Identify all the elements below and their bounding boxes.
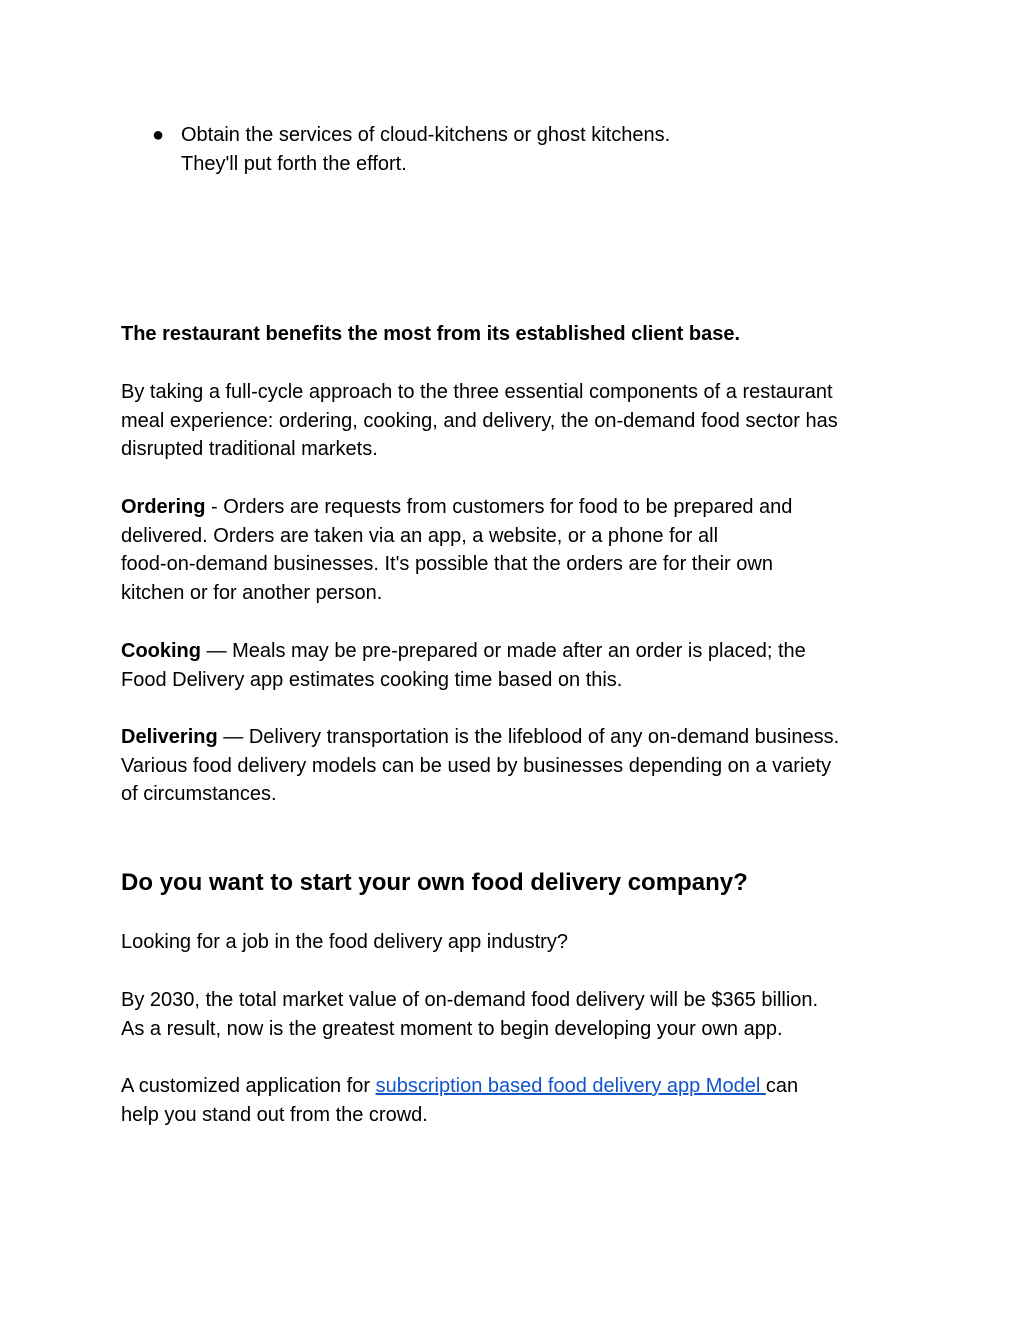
delivering-line-1-text: — Delivery transportation is the lifeblood of any on-demand business. [217,726,840,748]
market-line-1: By 2030, the total market value of on-demand food delivery will be $365 billion. [121,989,819,1011]
cooking-line-2: Food Delivery app estimates cooking time based on this. [121,668,623,691]
cooking-paragraph [121,637,921,694]
ordering-line-1 [121,493,921,522]
intro-line-1: By taking a full-cycle approach to the three essential components of a restaurant [121,381,833,403]
market-paragraph [121,986,921,1043]
ordering-line-1-text: - Orders are requests from customers for food to be prepared and [205,496,793,518]
cooking-term: Cooking [121,640,201,662]
ordering-line-4: kitchen or for another person. [121,582,383,605]
bullet-text [181,121,670,179]
ordering-line-3: food-on-demand businesses. It's possible that the orders are for their own [121,553,773,576]
job-question: Looking for a job in the food delivery app industry? [121,931,568,953]
bold-heading: The restaurant benefits the most from its established client base. [121,323,741,345]
delivering-line-3: of circumstances. [121,783,277,806]
ordering-line-2: delivered. Orders are taken via an app, a website, or a phone for all [121,524,719,547]
market-line-2: As a result, now is the greatest moment to begin developing your own app. [121,1017,783,1040]
cooking-line-1 [121,637,921,666]
ordering-term: Ordering [121,496,206,518]
subscription-app-model-link[interactable]: subscription based food delivery app Model [375,1075,766,1097]
custom-app-suffix: can [765,1075,799,1097]
delivering-term: Delivering [121,726,218,748]
cooking-line-1-text: — Meals may be pre-prepared or made after an order is placed; the [201,640,806,662]
bullet-line-2: They'll put forth the effort. [181,153,407,175]
delivering-line-1 [121,723,921,752]
custom-app-line-1 [121,1072,921,1101]
intro-paragraph [121,378,921,464]
delivering-line-2: Various food delivery models can be used by businesses depending on a variety [121,754,832,777]
custom-app-prefix: A customized application for [121,1075,376,1097]
delivering-paragraph [121,723,921,809]
intro-line-3: disrupted traditional markets. [121,438,378,461]
bullet-icon: ● [152,124,165,146]
section-heading: Do you want to start your own food delivery company? [121,869,748,896]
bullet-line-1: Obtain the services of cloud-kitchens or ghost kitchens. [181,124,671,146]
custom-app-line-2: help you stand out from the crowd. [121,1103,428,1126]
intro-line-2: meal experience: ordering, cooking, and delivery, the on-demand food sector has [121,409,838,432]
custom-app-paragraph [121,1072,921,1129]
ordering-paragraph [121,493,921,608]
